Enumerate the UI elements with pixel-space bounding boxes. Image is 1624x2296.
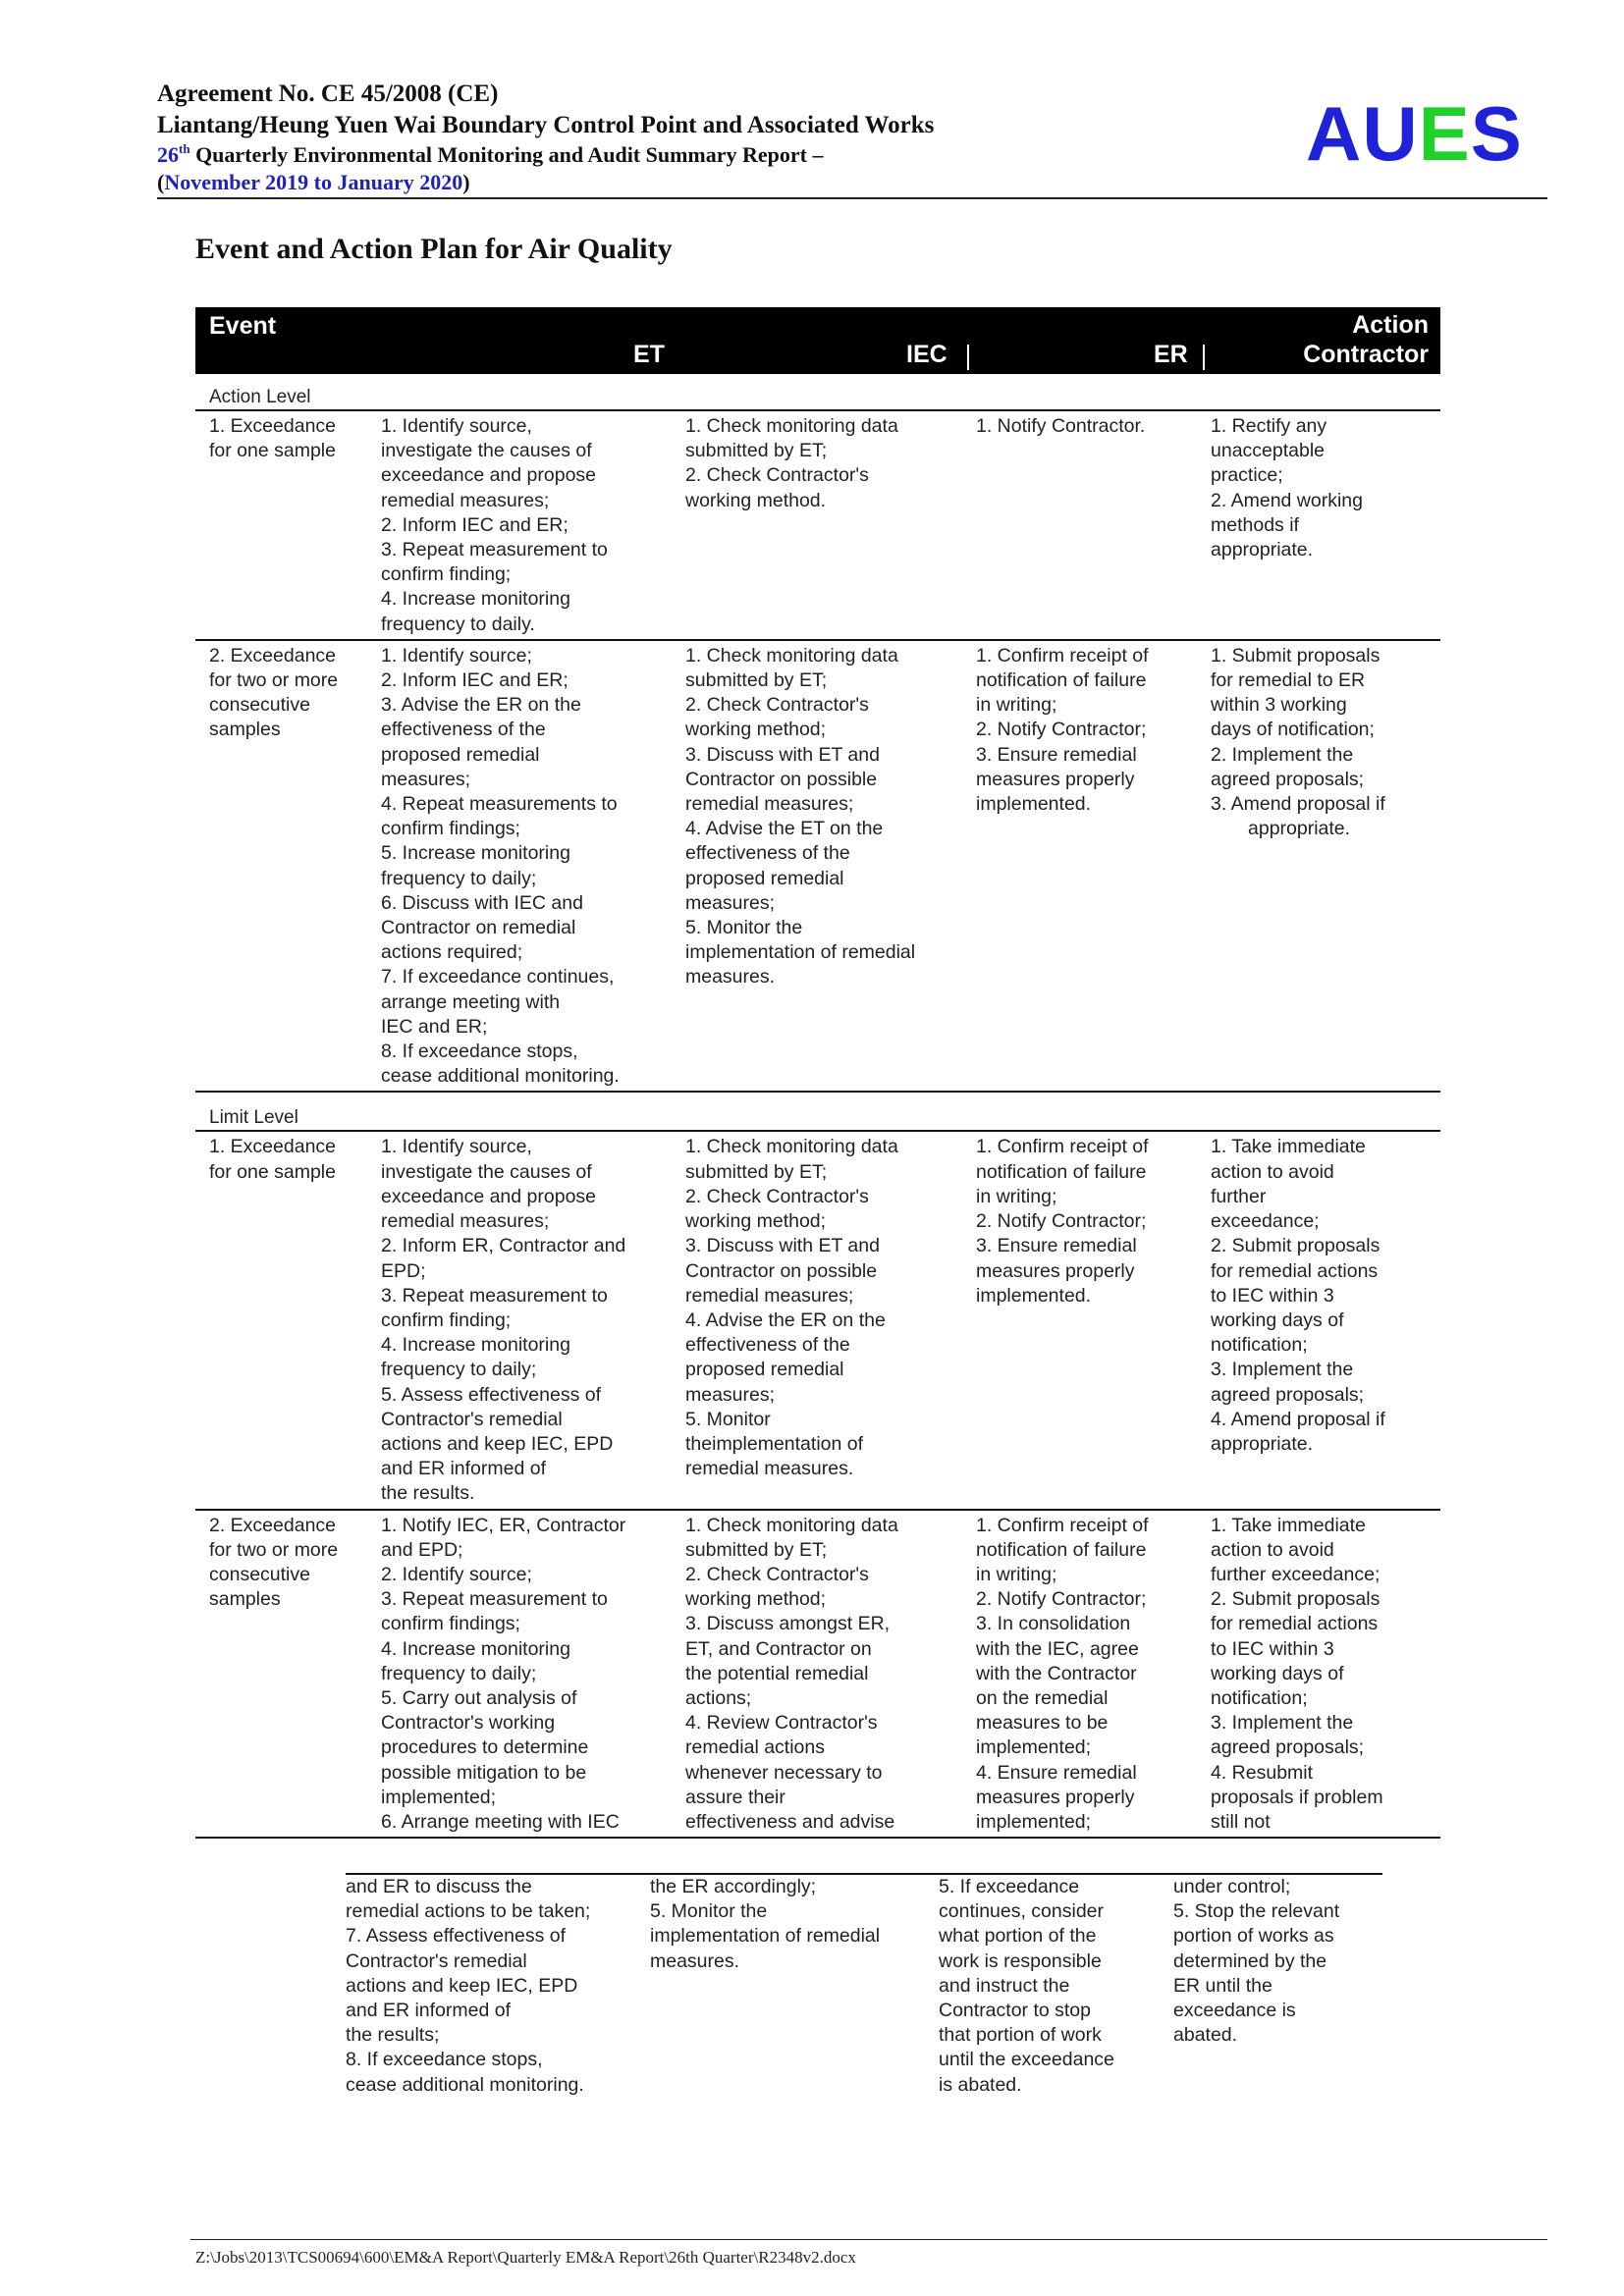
cell-line: 3. Ensure remedial — [976, 1235, 1137, 1257]
cell-line: samples — [209, 1588, 281, 1611]
header-action-contractor: Action Contractor — [1303, 311, 1429, 368]
cell-line: 1. Rectify any — [1211, 415, 1327, 437]
cell-line: remedial measures; — [685, 793, 854, 816]
cell-line: 2. Exceedance — [209, 644, 337, 667]
et-cell — [379, 641, 681, 1092]
et-cell — [379, 411, 681, 639]
cell-line: proposals if problem — [1211, 1786, 1383, 1808]
cell-line: further — [1211, 1185, 1267, 1207]
cell-line: 1. Exceedance — [209, 415, 337, 437]
cell-line: abated. — [1173, 2024, 1238, 2047]
cell-line: 1. Check monitoring data — [685, 644, 898, 667]
cell-line: confirm findings; — [381, 818, 520, 840]
cell-line: implementation of remedial — [685, 941, 916, 964]
cell-line: remedial measures. — [685, 1458, 854, 1480]
cell-line: the ER accordingly; — [650, 1876, 817, 1897]
cell-line: submitted by ET; — [685, 1160, 828, 1183]
header-er: ER — [1154, 341, 1188, 368]
cell-line: notification of failure — [976, 1538, 1147, 1561]
cell-line: unacceptable — [1211, 440, 1326, 462]
event-cell — [195, 1511, 379, 1838]
cell-line: working method; — [685, 1210, 827, 1233]
cell-line: measures. — [685, 966, 776, 988]
cell-line: investigate the causes of — [381, 1160, 592, 1183]
event-cell — [195, 641, 379, 1092]
cell-line: continues, consider — [939, 1900, 1105, 1923]
cell-line: the results. — [381, 1482, 475, 1505]
cell-line: 4. Advise the ET on the — [685, 818, 884, 840]
cell-line: 5. Carry out analysis of — [381, 1686, 577, 1709]
cell-line: exceedance and propose — [381, 464, 597, 487]
cell-line: for two or more — [209, 1538, 339, 1561]
cell-line: 4. Review Contractor's — [685, 1712, 878, 1735]
iec-cell — [681, 1511, 972, 1838]
cell-line: 3. Implement the — [1211, 1359, 1354, 1381]
cell-line: 2. Notify Contractor; — [976, 719, 1147, 741]
cell-line: notification; — [1211, 1686, 1308, 1709]
cell-line: working days of — [1211, 1662, 1344, 1684]
cell-line: 5. Monitor the — [650, 1900, 768, 1923]
et-cell — [379, 1132, 681, 1508]
cell-line: 4. Ensure remedial — [976, 1761, 1137, 1784]
header-iec: IEC — [906, 341, 947, 368]
cell-line: implemented. — [976, 793, 1092, 816]
cell-line: 1. Check monitoring data — [685, 1514, 898, 1536]
cell-line: frequency to daily. — [381, 613, 535, 635]
cell-line: remedial measures; — [381, 489, 550, 511]
cell-line: agreed proposals; — [1211, 1736, 1365, 1759]
event-action-table — [195, 307, 1440, 1839]
cell-line: 1. Take immediate — [1211, 1136, 1366, 1158]
section-title: Event and Action Plan for Air Quality — [195, 233, 673, 265]
table-body — [195, 386, 1440, 1839]
cell-line: for one sample — [209, 440, 336, 462]
cell-line: 3. Discuss amongst ER, — [685, 1613, 891, 1635]
table-row — [195, 641, 1440, 1094]
cell-line: 2. Implement the — [1211, 743, 1354, 766]
cell-line: working method; — [685, 719, 827, 741]
cell-line: 6. Discuss with IEC and — [381, 891, 583, 914]
project-title: Liantang/Heung Yuen Wai Boundary Control Point and Associated Works — [157, 112, 935, 138]
cell-line: 1. Exceedance — [209, 1136, 337, 1158]
cell-line: 8. If exceedance stops, — [381, 1041, 578, 1063]
cell-line: 5. Monitor — [685, 1408, 771, 1430]
cell-line: 4. Amend proposal if — [1211, 1408, 1385, 1430]
cell-line: 1. Identify source, — [381, 1136, 532, 1158]
cell-line: assure their — [685, 1786, 785, 1808]
cell-line: measures. — [650, 1949, 740, 1972]
cell-line: 1. Check monitoring data — [685, 1136, 898, 1158]
cell-line: with the IEC, agree — [976, 1637, 1139, 1660]
cell-line: the results; — [346, 2024, 440, 2047]
cell-line: 2. Inform IEC and ER; — [381, 513, 568, 536]
cell-line: proposed remedial — [685, 867, 844, 889]
cell-line: measures; — [381, 768, 471, 790]
cell-line: in writing; — [976, 1185, 1057, 1207]
cell-line: notification of failure — [976, 1160, 1147, 1183]
cell-line: 3. Discuss with ET and — [685, 1235, 880, 1257]
cell-line: 1. Identify source; — [381, 644, 532, 667]
header-et: ET — [633, 341, 665, 368]
cell-line: effectiveness and advise — [685, 1810, 895, 1833]
table-row — [195, 1132, 1440, 1510]
cell-line: on the remedial — [976, 1686, 1109, 1709]
cell-line: possible mitigation to be — [381, 1761, 587, 1784]
logo-letter-a: A — [1306, 90, 1363, 177]
cell-line: is abated. — [939, 2073, 1022, 2096]
cell-line: 2. Amend working — [1211, 489, 1364, 511]
table-row — [195, 411, 1440, 641]
cell-line: whenever necessary to — [685, 1761, 883, 1784]
cell-line: consecutive — [209, 1563, 310, 1585]
cell-line: 2. Notify Contractor; — [976, 1210, 1147, 1233]
contractor-cell — [1209, 1132, 1440, 1508]
cell-line: appropriate. — [1211, 1432, 1314, 1455]
report-title-text: Quarterly Environmental Monitoring and Audit Summary Report – — [189, 142, 824, 167]
contractor-cell — [1209, 641, 1440, 1092]
cell-line: Contractor's remedial — [381, 1408, 563, 1430]
cell-line: submitted by ET; — [685, 440, 828, 462]
cell-line: 2. Identify source; — [381, 1563, 532, 1585]
footer-file-path: Z:\Jobs\2013\TCS00694\600\EM&A Report\Quarterly EM&A Report\26th Quarter\R2348v2.docx — [195, 2248, 856, 2267]
cell-line: appropriate. — [1211, 539, 1314, 561]
er-cell — [972, 411, 1209, 639]
cell-line: 3. Discuss with ET and — [685, 743, 880, 766]
cell-line: IEC and ER; — [381, 1015, 488, 1038]
cell-line: 4. Increase monitoring — [381, 1637, 570, 1660]
cell-line: consecutive — [209, 694, 310, 717]
report-number: 26 — [157, 142, 179, 167]
cell-line: implemented. — [976, 1284, 1092, 1307]
table-continuation — [346, 1873, 1382, 2110]
agreement-number: Agreement No. CE 45/2008 (CE) — [157, 80, 499, 107]
cell-line: exceedance is — [1173, 2000, 1296, 2022]
cell-line: 5. Increase monitoring — [381, 842, 570, 865]
cont-er-cell — [939, 1875, 1114, 2098]
event-cell — [195, 1132, 379, 1508]
cell-line: 2. Exceedance — [209, 1514, 337, 1536]
header-separator — [1203, 345, 1205, 370]
cell-line: 4. Increase monitoring — [381, 1334, 570, 1357]
cell-line: Contractor's remedial — [346, 1949, 527, 1972]
cell-line: 2. Check Contractor's — [685, 1563, 869, 1585]
cell-line: procedures to determine — [381, 1736, 589, 1759]
footer-divider — [190, 2239, 1547, 2240]
cell-line: actions; — [685, 1686, 752, 1709]
cont-iec-cell — [650, 1875, 880, 1974]
cell-line: for one sample — [209, 1160, 336, 1183]
cont-et-cell — [346, 1875, 590, 2098]
cell-line: 1. Submit proposals — [1211, 644, 1380, 667]
cell-line: 3. In consolidation — [976, 1613, 1131, 1635]
cell-line: 4. Advise the ER on the — [685, 1308, 886, 1331]
cell-line: methods if — [1211, 513, 1299, 536]
cell-line: confirm finding; — [381, 563, 512, 586]
report-period-dates: November 2019 to January 2020 — [164, 170, 463, 194]
contractor-cell — [1209, 1511, 1440, 1838]
cell-line: 3. Repeat measurement to — [381, 1284, 608, 1307]
iec-cell — [681, 411, 972, 639]
cell-line: 5. If exceedance — [939, 1876, 1080, 1897]
cell-line: 8. If exceedance stops, — [346, 2049, 543, 2071]
cell-line: 3. Repeat measurement to — [381, 539, 608, 561]
contractor-cell — [1209, 411, 1440, 639]
cell-line: within 3 working — [1211, 694, 1347, 717]
cell-line: 1. Notify IEC, ER, Contractor — [381, 1514, 626, 1536]
cell-line: samples — [209, 719, 281, 741]
cell-line: notification; — [1211, 1334, 1308, 1357]
logo-letter-u: U — [1362, 90, 1419, 177]
er-cell — [972, 1511, 1209, 1838]
cell-line: exceedance; — [1211, 1210, 1320, 1233]
cell-line: EPD; — [381, 1259, 426, 1282]
table-header — [195, 307, 1440, 374]
cell-line: Contractor on possible — [685, 1259, 878, 1282]
cell-line: actions required; — [381, 941, 523, 964]
cell-line: for remedial to ER — [1211, 669, 1366, 692]
cell-line: 3. Advise the ER on the — [381, 694, 581, 717]
cell-line: investigate the causes of — [381, 440, 592, 462]
cell-line: under control; — [1173, 1876, 1291, 1897]
cell-line: and EPD; — [381, 1538, 463, 1561]
cell-line: 2. Notify Contractor; — [976, 1588, 1147, 1611]
header-separator — [967, 345, 969, 370]
cell-line: implemented; — [381, 1786, 497, 1808]
cell-line: ET, and Contractor on — [685, 1637, 872, 1660]
header-event: Event — [209, 312, 277, 340]
report-title — [157, 141, 934, 169]
cell-line: 2. Inform ER, Contractor and — [381, 1235, 626, 1257]
cell-line: agreed proposals; — [1211, 1383, 1365, 1406]
iec-cell — [681, 1132, 972, 1508]
cell-line: 1. Check monitoring data — [685, 415, 898, 437]
cell-line: frequency to daily; — [381, 867, 537, 889]
cell-line: 5. Stop the relevant — [1173, 1900, 1340, 1923]
cell-line: 2. Submit proposals — [1211, 1588, 1380, 1611]
cell-line: working method. — [685, 489, 827, 511]
cell-line: implemented; — [976, 1736, 1092, 1759]
cell-line: Contractor's working — [381, 1712, 556, 1735]
cell-line: the potential remedial — [685, 1662, 869, 1684]
cell-line: days of notification; — [1211, 719, 1375, 741]
cell-line: for remedial actions — [1211, 1259, 1379, 1282]
cell-line: what portion of the — [939, 1925, 1097, 1948]
cell-line: confirm findings; — [381, 1613, 520, 1635]
cell-line: 3. Amend proposal if — [1211, 793, 1385, 816]
cell-line: effectiveness of the — [685, 1334, 850, 1357]
cell-line: measures; — [685, 891, 776, 914]
cell-line: action to avoid — [1211, 1538, 1334, 1561]
action-level-label: Action Level — [195, 386, 1440, 411]
cell-line: agreed proposals; — [1211, 768, 1365, 790]
cell-line: proposed remedial — [381, 743, 540, 766]
cell-line: 7. If exceedance continues, — [381, 966, 615, 988]
cell-line: measures properly — [976, 1786, 1135, 1808]
cell-line: and instruct the — [939, 1974, 1070, 1997]
cell-line: remedial actions to be taken; — [346, 1900, 591, 1923]
er-cell — [972, 641, 1209, 1092]
report-period: (November 2019 to January 2020) — [157, 170, 470, 194]
cell-line: actions and keep IEC, EPD — [346, 1974, 578, 1997]
cell-line: working days of — [1211, 1308, 1344, 1331]
cell-line: cease additional monitoring. — [381, 1065, 620, 1088]
table-row — [195, 1511, 1440, 1840]
cell-line: 2. Submit proposals — [1211, 1235, 1380, 1257]
cell-line: measures properly — [976, 768, 1135, 790]
cell-line: and ER informed of — [346, 2000, 512, 2022]
cell-line: for remedial actions — [1211, 1613, 1379, 1635]
cell-line: remedial measures; — [381, 1210, 550, 1233]
cell-line: proposed remedial — [685, 1359, 844, 1381]
er-cell — [972, 1132, 1209, 1508]
cell-line: 2. Check Contractor's — [685, 1185, 869, 1207]
cell-line: that portion of work — [939, 2024, 1102, 2047]
cell-line: 4. Repeat measurements to — [381, 793, 618, 816]
cell-line: 3. Ensure remedial — [976, 743, 1137, 766]
cell-line: appropriate. — [1248, 818, 1351, 840]
cell-line: in writing; — [976, 1563, 1057, 1585]
cell-line: to IEC within 3 — [1211, 1284, 1334, 1307]
cell-line: implementation of remedial — [650, 1925, 881, 1948]
cell-line: still not — [1211, 1810, 1271, 1833]
cell-line: Contractor on remedial — [381, 917, 576, 939]
cell-line: implemented; — [976, 1810, 1092, 1833]
cell-line: 1. Notify Contractor. — [976, 415, 1146, 437]
logo-letter-s: S — [1470, 90, 1523, 177]
cell-line: 2. Inform IEC and ER; — [381, 669, 568, 692]
cell-line: notification of failure — [976, 669, 1147, 692]
header-divider — [157, 197, 1547, 199]
cell-line: 3. Repeat measurement to — [381, 1588, 608, 1611]
cell-line: submitted by ET; — [685, 1538, 828, 1561]
cell-line: frequency to daily; — [381, 1359, 537, 1381]
report-number-suffix: th — [179, 141, 190, 156]
cell-line: effectiveness of the — [685, 842, 850, 865]
cell-line: in writing; — [976, 694, 1057, 717]
cell-line: 6. Arrange meeting with IEC — [381, 1810, 620, 1833]
cell-line: 3. Implement the — [1211, 1712, 1354, 1735]
cell-line: arrange meeting with — [381, 990, 561, 1013]
cell-line: until the exceedance — [939, 2049, 1114, 2071]
cell-line: work is responsible — [939, 1949, 1102, 1972]
cell-line: 1. Confirm receipt of — [976, 1514, 1149, 1536]
cell-line: determined by the — [1173, 1949, 1327, 1972]
cell-line: and ER to discuss the — [346, 1876, 532, 1897]
cell-line: 1. Identify source, — [381, 415, 532, 437]
cell-line: 1. Take immediate — [1211, 1514, 1366, 1536]
cell-line: remedial actions — [685, 1736, 825, 1759]
et-cell — [379, 1511, 681, 1838]
cell-line: 5. Monitor the — [685, 917, 803, 939]
cont-contractor-cell — [1173, 1875, 1339, 2048]
report-header — [157, 79, 934, 196]
cell-line: measures; — [685, 1383, 776, 1406]
cell-line: working method; — [685, 1588, 827, 1611]
cell-line: actions and keep IEC, EPD — [381, 1432, 614, 1455]
limit-level-label: Limit Level — [195, 1106, 1440, 1132]
cell-line: Contractor to stop — [939, 2000, 1091, 2022]
cell-line: Contractor on possible — [685, 768, 878, 790]
cell-line: submitted by ET; — [685, 669, 828, 692]
cell-line: to IEC within 3 — [1211, 1637, 1334, 1660]
cell-line: exceedance and propose — [381, 1185, 597, 1207]
cell-line: action to avoid — [1211, 1160, 1334, 1183]
cell-line: effectiveness of the — [381, 719, 546, 741]
cell-line: 5. Assess effectiveness of — [381, 1383, 602, 1406]
cell-line: practice; — [1211, 464, 1283, 487]
cell-line: 4. Resubmit — [1211, 1761, 1314, 1784]
cell-line: 7. Assess effectiveness of — [346, 1925, 567, 1948]
cell-line: 1. Confirm receipt of — [976, 1136, 1149, 1158]
cell-line: theimplementation of — [685, 1432, 864, 1455]
cell-line: portion of works as — [1173, 1925, 1334, 1948]
cell-line: 2. Check Contractor's — [685, 694, 869, 717]
cell-line: frequency to daily; — [381, 1662, 537, 1684]
cell-line: confirm finding; — [381, 1308, 512, 1331]
cell-line: measures to be — [976, 1712, 1109, 1735]
cell-line: 1. Confirm receipt of — [976, 644, 1149, 667]
logo-letter-e: E — [1418, 90, 1471, 177]
cell-line: cease additional monitoring. — [346, 2073, 584, 2096]
cell-line: and ER informed of — [381, 1458, 547, 1480]
event-cell — [195, 411, 379, 639]
cell-line: further exceedance; — [1211, 1563, 1380, 1585]
cell-line: 4. Increase monitoring — [381, 588, 570, 611]
cell-line: ER until the — [1173, 1974, 1272, 1997]
cell-line: with the Contractor — [976, 1662, 1137, 1684]
cell-line: remedial measures; — [685, 1284, 854, 1307]
cell-line: for two or more — [209, 669, 339, 692]
cell-line: measures properly — [976, 1259, 1135, 1282]
cell-line: 2. Check Contractor's — [685, 464, 869, 487]
iec-cell — [681, 641, 972, 1092]
aues-logo — [1306, 90, 1523, 177]
